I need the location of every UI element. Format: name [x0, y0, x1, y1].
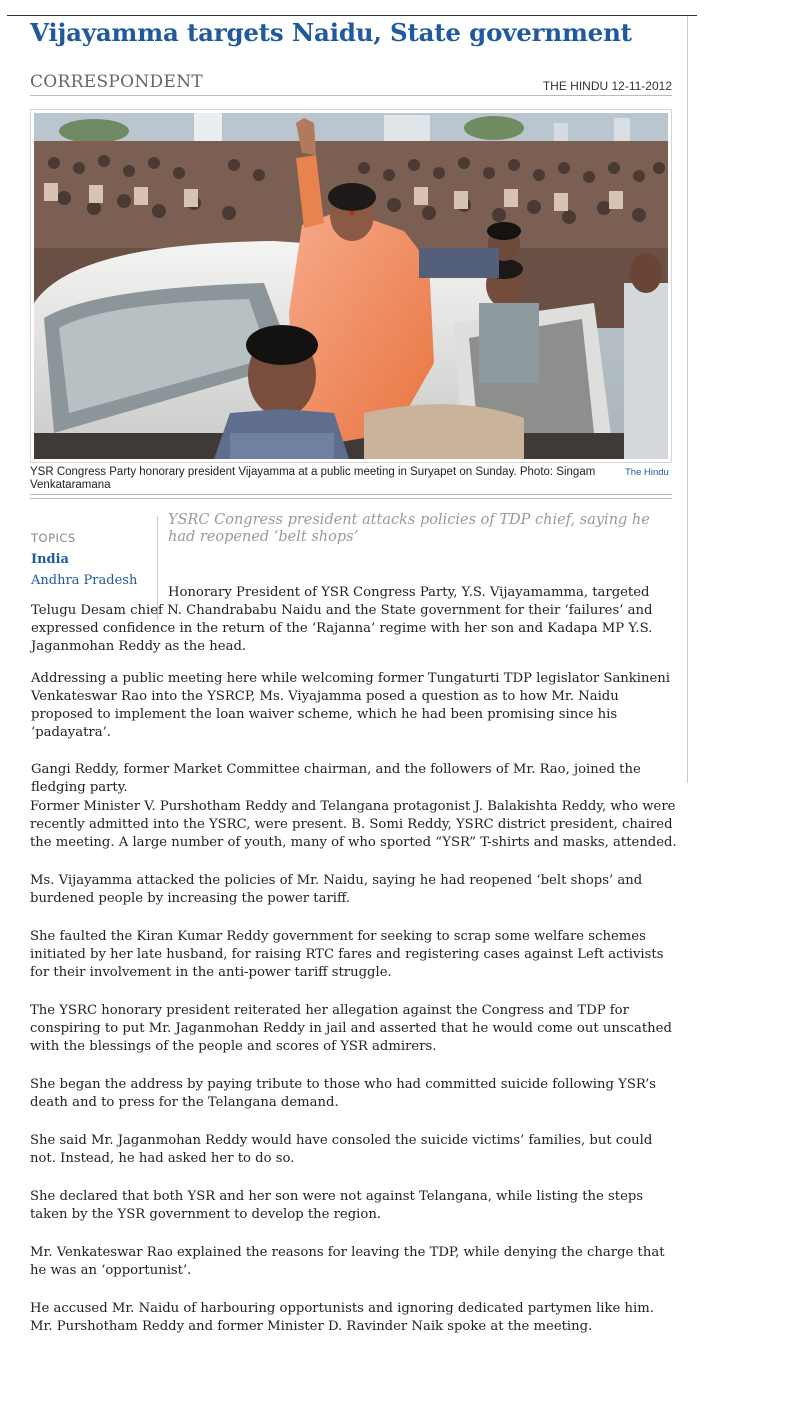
topic-link-andhra-pradesh[interactable]: Andhra Pradesh — [31, 573, 138, 588]
article-paragraph-7: The YSRC honorary president reiterated her allegation against the Congress and TDP for conspiring to put Mr. Jaganmohan Reddy in jail and asserted that he would come out unscathed with the blessings of the people and scores of YSR admirers. — [30, 1003, 672, 1054]
article-paragraph-1: Honorary President of YSR Congress Party, Y.S. Vijayamamma, targeted Telugu Desam chief N. Chandrababu Naidu and the State government for their ‘failures’ and expressed confidence in the return of the ‘Rajanna’ regime with her son and Kadapa MP Y.S. Jaganmohan Reddy as the head. — [31, 585, 653, 654]
topic-link-india[interactable]: India — [31, 552, 69, 567]
section-divider — [30, 494, 672, 499]
topics-label: TOPICS — [31, 531, 76, 545]
article-paragraph-6: She faulted the Kiran Kumar Reddy government for seeking to scrap some welfare schemes initiated by her late husband, for raising RTC fares and registering cases against Left activists for their involvement in the anti-power tariff struggle. — [30, 929, 664, 980]
article-paragraph-2: Addressing a public meeting here while welcoming former Tungaturti TDP legislator Sankineni Venkateswar Rao into the YSRCP, Ms. Viyajamma posed a question as to how Mr. Naidu proposed to implement the loan waiver scheme, which he had been promising since his ‘padayatra’. — [31, 671, 671, 740]
photo-caption: YSR Congress Party honorary president Vijayamma at a public meeting in Suryapet on Sunday. Photo: Singam Venkataramana — [30, 466, 596, 491]
article-paragraph-11: Mr. Venkateswar Rao explained the reasons for leaving the TDP, while denying the charge that he was an ‘opportunist’. — [30, 1245, 665, 1278]
article-standfirst: YSRC Congress president attacks policies of TDP chief, saying he had reopened ‘belt shops’ — [168, 512, 650, 545]
article-paragraph-3: Gangi Reddy, former Market Committee chairman, and the followers of Mr. Rao, joined the fledging party. — [31, 762, 641, 795]
article-continuation — [30, 798, 678, 1356]
article-paragraph-5: Ms. Vijayamma attacked the policies of Mr. Naidu, saying he had reopened ‘belt shops’ and burdened people by increasing the power tariff. — [30, 873, 643, 906]
top-rule — [7, 15, 697, 16]
byline-row — [30, 72, 672, 96]
article-paragraph-9: She said Mr. Jaganmohan Reddy would have consoled the suicide victims’ families, but could not. Instead, he had asked her to do so. — [30, 1133, 653, 1166]
article-paragraph-4: Former Minister V. Purshotham Reddy and Telangana protagonist J. Balakishta Reddy, who were recently admitted into the YSRC, were present. B. Somi Reddy, YSRC district president, chaired the meeting. A large number of youth, many of who sported “YSR” T-shirts and masks, attended. — [30, 799, 677, 850]
article-headline: Vijayamma targets Naidu, State government — [30, 18, 632, 47]
rally-photo-illustration — [34, 113, 668, 459]
photo-credit: The Hindu — [625, 467, 669, 478]
article-paragraph-8: She began the address by paying tribute to those who had committed suicide following YSR’s death and to press for the Telangana demand. — [30, 1077, 657, 1110]
right-column-rule — [687, 16, 688, 783]
article-photo — [30, 109, 672, 463]
byline: CORRESPONDENT — [30, 72, 204, 92]
article-clipped-section — [31, 670, 676, 795]
article-paragraph-12: He accused Mr. Naidu of harbouring opportunists and ignoring dedicated partymen like him. Mr. Purshotham Reddy and former Minister D. Ravinder Naik spoke at the meeting. — [30, 1301, 654, 1334]
article-paragraph-10: She declared that both YSR and her son were not against Telangana, while listing the steps taken by the YSR government to develop the region. — [30, 1189, 644, 1222]
dateline: THE HINDU 12-11-2012 — [542, 79, 672, 93]
